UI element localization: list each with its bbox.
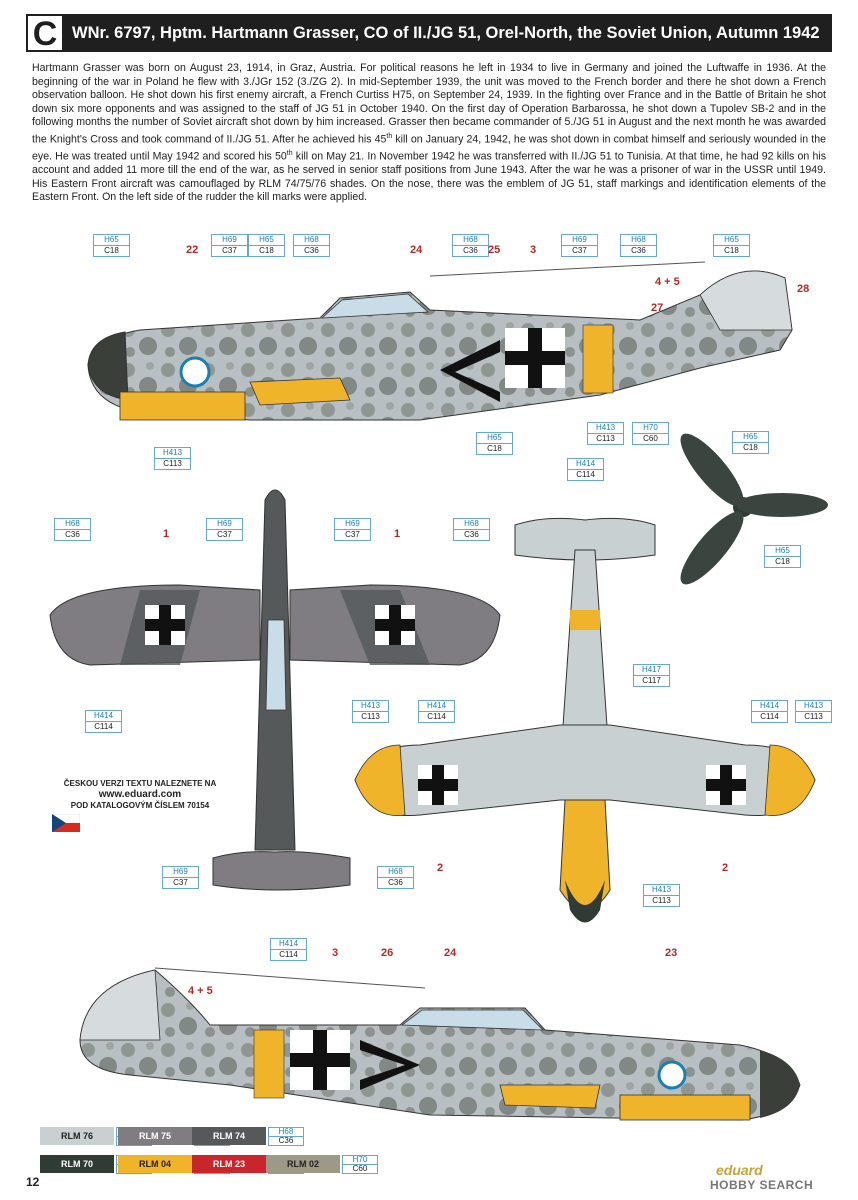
hobby-search-watermark: HOBBY SEARCH <box>710 1178 814 1192</box>
scheme-title: WNr. 6797, Hptm. Hartmann Grasser, CO of II./JG 51, Orel-North, the Soviet Union, Autumn 1942 <box>72 24 820 42</box>
color-callout: H68 C36 <box>453 518 490 541</box>
decal-marker: 4 + 5 <box>188 985 213 997</box>
decal-marker: 24 <box>444 947 457 959</box>
decal-marker: 22 <box>186 244 199 256</box>
decal-marker: 24 <box>410 244 423 256</box>
decal-marker: 3 <box>530 244 537 256</box>
color-callout: H69 C37 <box>162 866 199 889</box>
color-callout: H65 C18 <box>732 431 769 454</box>
scheme-letter: C <box>26 14 64 52</box>
bio-part-2: kill on January 24, 1942, he was shot down in combat himself and seriously wounded in the eye. He was treated until May 1942 and scored his 50 <box>32 133 826 163</box>
color-callout: H68 C36 <box>620 234 657 257</box>
color-callout: H68 C36 <box>54 518 91 541</box>
color-callout: H413 C113 <box>643 884 680 907</box>
color-callout: H65 C18 <box>476 432 513 455</box>
color-callout: H68 C36 <box>293 234 330 257</box>
decal-marker: 1 <box>163 528 170 540</box>
decal-marker: 3 <box>332 947 339 959</box>
page-number: 12 <box>26 1175 40 1189</box>
side-view-right <box>88 262 792 420</box>
color-callout: H69 C37 <box>211 234 248 257</box>
color-callout: H414 C114 <box>418 700 455 723</box>
czech-flag-icon <box>52 814 80 832</box>
color-callout: H413 C113 <box>587 422 624 445</box>
color-callout: H413 C113 <box>154 447 191 470</box>
color-callout: H413 C113 <box>795 700 832 723</box>
decal-marker: 2 <box>722 862 729 874</box>
bio-part-1: Hartmann Grasser was born on August 23, 1914, in Graz, Austria. For political reasons he left in 1934 to live in Germany and joined the Luftwaffe in 1936. At the beginning of the war in Poland he flew with 3./JGr 152 (3./ZG 2). In mid-September 1939, the unit was moved to the French border and there he shot down a French observation balloon. He shot down his first enemy aircraft, a French Curtiss H75, on September 24, 1939. In the fighting over France and in the Battle of Britain he shot down six more opponents and was assigned to the staff of JG 51 in October 1940. On the first day of Operation Barbarossa, he shot down a Tupolev SB-2 and in the following months the number of Soviet aircraft shot down by him increased. Grasser then became commander of 5./JG 51 in August and the next month he was awarded the Knight's Cross and took command of II./JG 51. After he achieved his 45 <box>32 62 826 146</box>
color-callout: H65 C18 <box>93 234 130 257</box>
decal-marker: 27 <box>651 302 664 314</box>
color-callout: H413 C113 <box>352 700 389 723</box>
color-callout: H68 C36 <box>377 866 414 889</box>
eduard-link[interactable]: www.eduard.com <box>98 789 182 800</box>
decal-marker: 26 <box>381 947 394 959</box>
color-callout: H414 C114 <box>85 710 122 733</box>
bio-sup-1: th <box>386 132 393 140</box>
decal-marker: 25 <box>488 244 501 256</box>
color-callout: H65 C18 <box>713 234 750 257</box>
color-callout: H65 C18 <box>248 234 285 257</box>
decal-marker: 23 <box>665 947 678 959</box>
color-callout: H414 C114 <box>751 700 788 723</box>
color-callout: H69 C37 <box>206 518 243 541</box>
bio-sup-2: th <box>286 150 293 158</box>
color-callout: H69 C37 <box>334 518 371 541</box>
decal-marker: 2 <box>437 862 444 874</box>
decal-marker: 1 <box>394 528 401 540</box>
color-callout: H69 C37 <box>561 234 598 257</box>
decal-marker: 28 <box>797 283 810 295</box>
color-callout: H414 C114 <box>567 458 604 481</box>
color-callout: H414 C114 <box>270 938 307 961</box>
bio-part-3: kill on May 21. In November 1942 he was transferred with II./JG 51 to Tunisia. At that time, he had 92 kills on his account and added 11 more till the end of the war, as he served in senior staff positions from June 1943. After the war he was a prisoner of war in the USSR until 1949. His Eastern Front aircraft was camouflaged by RLM 74/75/76 shades. On the nose, there was the emblem of JG 51, staff markings and identification elements of the Eastern Front. On the left side of the rudder the kill marks were applied. <box>32 150 827 204</box>
color-callout: H65 C18 <box>764 545 801 568</box>
eduard-logo: eduard <box>716 1162 763 1178</box>
color-callout: H70 C60 <box>632 422 669 445</box>
czech-language-note: ČESKOU VERZI TEXTU NALEZNETE NA www.eduard.com POD KATALOGOVÝM ČÍSLEM 70154 <box>50 778 230 811</box>
decal-marker: 4 + 5 <box>655 276 680 288</box>
color-callout: H68 C36 <box>452 234 489 257</box>
top-view <box>50 490 500 890</box>
color-callout: H417 C117 <box>633 664 670 687</box>
